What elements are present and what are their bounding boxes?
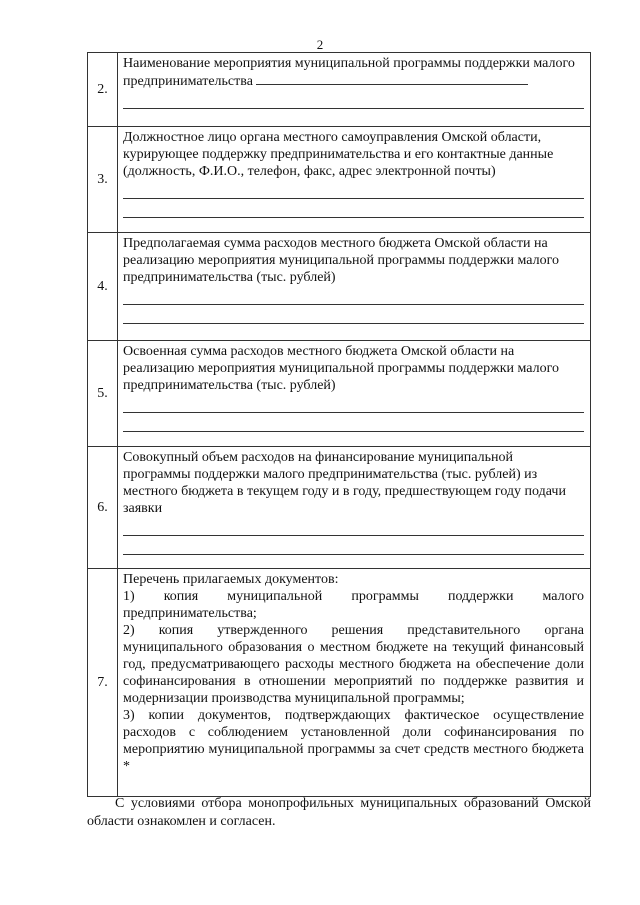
list-item: 3) копии документов, подтверждающих фактическое осуществление расходов с соблюдением установленной доли софинансирования по мероприятию муниципальной программы за счет средств местного бюджета * [123,708,584,774]
row-number: 2. [88,53,118,127]
table-row [88,569,591,797]
fill-in-line[interactable] [123,286,584,305]
list-item: 1) копия муниципальной программы поддержки малого предпринимательства; [123,589,584,621]
row-text: Наименование мероприятия муниципальной программы поддержки малого предпринимательства [123,56,575,89]
row-number: 3. [88,127,118,233]
table-row [88,127,591,233]
table-row [88,53,591,127]
table-row [88,233,591,341]
page-number: 2 [316,37,324,52]
row-content [118,233,591,341]
row-number: 5. [88,341,118,447]
fill-in-line[interactable] [123,90,584,109]
fill-in-line[interactable] [123,517,584,536]
list-item: 2) копия утвержденного решения представительного органа муниципального образования о местном бюджете на текущий финансовый год, предусматривающего расходы местного бюджета на обеспечение доли софинансирования в отношении мероприятий по поддержке развития и модернизации производства муниципальной программы; [123,623,584,706]
fill-in-line[interactable] [123,413,584,432]
documents-list [118,569,591,797]
fill-in-line[interactable] [123,394,584,413]
row-content [118,53,591,127]
fill-in-line[interactable] [256,72,528,85]
fill-in-line[interactable] [123,305,584,324]
row-content [118,341,591,447]
fill-in-line[interactable] [123,180,584,199]
row-number: 6. [88,447,118,569]
row-text: Предполагаемая сумма расходов местного бюджета Омской области на реализацию мероприятия муниципальной программы поддержки малого предпринимательства (тыс. рублей) [123,236,560,285]
agreement-statement: С условиями отбора монопрофильных муниципальных образований Омской области ознакомлен и согласен. [87,796,591,829]
row-content [118,447,591,569]
row-text: Совокупный объем расходов на финансирование муниципальной программы поддержки малого предпринимательства (тыс. рублей) из местного бюджета в текущем году и в году, предшествующем году подачи заявки [123,450,566,516]
documents-title: Перечень прилагаемых документов: [123,572,339,587]
row-number: 4. [88,233,118,341]
fill-in-line[interactable] [123,199,584,218]
row-content [118,127,591,233]
table-row [88,341,591,447]
application-form-table [87,52,591,797]
row-number: 7. [88,569,118,797]
row-text: Должностное лицо органа местного самоуправления Омской области, курирующее поддержку предпринимательства и его контактные данные (должность, Ф.И.О., телефон, факс, адрес электронной почты) [123,130,554,179]
fill-in-line[interactable] [123,536,584,555]
table-row [88,447,591,569]
row-text: Освоенная сумма расходов местного бюджета Омской области на реализацию мероприятия муниципальной программы поддержки малого предпринимательства (тыс. рублей) [123,344,560,393]
